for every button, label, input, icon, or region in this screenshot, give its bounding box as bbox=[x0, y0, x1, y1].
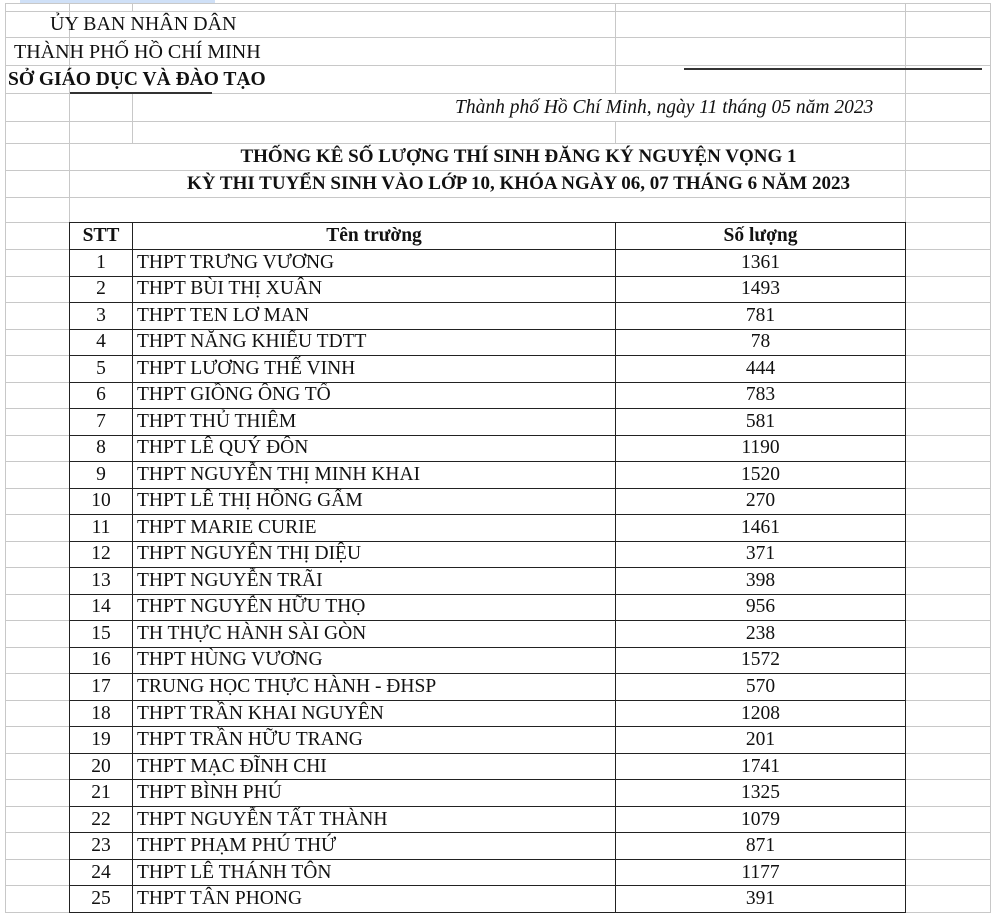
row-school-name-cell[interactable]: TRUNG HỌC THỰC HÀNH - ĐHSP bbox=[133, 674, 616, 701]
gridline-data-row bbox=[905, 461, 991, 462]
row-count-cell[interactable]: 270 bbox=[616, 488, 906, 515]
row-stt-cell[interactable]: 1 bbox=[70, 250, 133, 277]
row-stt-cell[interactable]: 4 bbox=[70, 329, 133, 356]
gridline-data-row bbox=[905, 567, 991, 568]
gridline-col-e-right bbox=[990, 3, 991, 913]
table-row bbox=[70, 568, 906, 595]
row-school-name-cell[interactable]: THPT NĂNG KHIẾU TDTT bbox=[133, 329, 616, 356]
gridline-data-row bbox=[905, 594, 991, 595]
row-school-name-cell[interactable]: THPT LÊ QUÝ ĐÔN bbox=[133, 435, 616, 462]
table-row bbox=[70, 329, 906, 356]
row-count-cell[interactable]: 201 bbox=[616, 727, 906, 754]
table-row bbox=[70, 462, 906, 489]
date-line: Thành phố Hồ Chí Minh, ngày 11 tháng 05 năm 2023 bbox=[455, 97, 874, 118]
row-count-cell[interactable]: 1361 bbox=[616, 250, 906, 277]
row-stt-cell[interactable]: 19 bbox=[70, 727, 133, 754]
gridline-data-row bbox=[905, 620, 991, 621]
table-row bbox=[70, 621, 906, 648]
gridline-data-row bbox=[5, 859, 69, 860]
row-school-name-cell[interactable]: THPT LƯƠNG THẾ VINH bbox=[133, 356, 616, 383]
gridline-data-row bbox=[5, 329, 69, 330]
row-school-name-cell[interactable]: THPT THỦ THIÊM bbox=[133, 409, 616, 436]
row-count-cell[interactable]: 871 bbox=[616, 833, 906, 860]
table-row bbox=[70, 409, 906, 436]
column-header-count[interactable]: Số lượng bbox=[616, 223, 906, 250]
gridline-data-row bbox=[5, 408, 69, 409]
gridline-data-row bbox=[5, 806, 69, 807]
gridline-data-row bbox=[905, 700, 991, 701]
row-stt-cell[interactable]: 10 bbox=[70, 488, 133, 515]
row-school-name-cell[interactable]: THPT PHẠM PHÚ THỨ bbox=[133, 833, 616, 860]
row-school-name-cell[interactable]: THPT HÙNG VƯƠNG bbox=[133, 647, 616, 674]
row-stt-cell[interactable]: 8 bbox=[70, 435, 133, 462]
gridline-row-5 bbox=[5, 121, 991, 122]
row-school-name-cell[interactable]: THPT TRẦN HỮU TRANG bbox=[133, 727, 616, 754]
table-row bbox=[70, 435, 906, 462]
table-row bbox=[70, 356, 906, 383]
gridline-data-row bbox=[5, 620, 69, 621]
row-stt-cell[interactable]: 5 bbox=[70, 356, 133, 383]
row-stt-cell[interactable]: 9 bbox=[70, 462, 133, 489]
row-count-cell[interactable]: 78 bbox=[616, 329, 906, 356]
gridline-data-row bbox=[905, 832, 991, 833]
row-school-name-cell[interactable]: THPT TRẦN KHAI NGUYÊN bbox=[133, 700, 616, 727]
table-row bbox=[70, 886, 906, 913]
row-count-cell[interactable]: 1461 bbox=[616, 515, 906, 542]
report-title-line-2: KỲ THI TUYỂN SINH VÀO LỚP 10, KHÓA NGÀY 06, 07 THÁNG 6 NĂM 2023 bbox=[187, 173, 850, 194]
row-school-name-cell[interactable]: TH THỰC HÀNH SÀI GÒN bbox=[133, 621, 616, 648]
row-count-cell[interactable]: 1741 bbox=[616, 753, 906, 780]
row-school-name-cell[interactable]: THPT NGUYỄN THỊ DIỆU bbox=[133, 541, 616, 568]
row-count-cell[interactable]: 1190 bbox=[616, 435, 906, 462]
row-school-name-cell[interactable]: THPT NGUYỄN TẤT THÀNH bbox=[133, 806, 616, 833]
org-underline bbox=[70, 92, 212, 94]
table-row bbox=[70, 727, 906, 754]
gridline-data-row bbox=[5, 541, 69, 542]
row-school-name-cell[interactable]: THPT TÂN PHONG bbox=[133, 886, 616, 913]
row-school-name-cell[interactable]: THPT NGUYỄN THỊ MINH KHAI bbox=[133, 462, 616, 489]
gridline-data-row bbox=[5, 753, 69, 754]
motto-underline bbox=[684, 68, 982, 70]
gridline-data-row bbox=[5, 276, 69, 277]
row-count-cell[interactable]: 391 bbox=[616, 886, 906, 913]
row-stt-cell[interactable]: 20 bbox=[70, 753, 133, 780]
row-count-cell[interactable]: 783 bbox=[616, 382, 906, 409]
gridline-data-row bbox=[905, 885, 991, 886]
table-row bbox=[70, 488, 906, 515]
column-header-stt[interactable]: STT bbox=[70, 223, 133, 250]
row-count-cell[interactable]: 1520 bbox=[616, 462, 906, 489]
gridline-data-row bbox=[5, 700, 69, 701]
row-count-cell[interactable]: 570 bbox=[616, 674, 906, 701]
table-header-row bbox=[70, 223, 906, 250]
gridline-col-c-left-top bbox=[132, 3, 133, 11]
row-count-cell[interactable]: 1572 bbox=[616, 647, 906, 674]
row-count-cell[interactable]: 1177 bbox=[616, 859, 906, 886]
row-count-cell[interactable]: 1493 bbox=[616, 276, 906, 303]
row-stt-cell[interactable]: 18 bbox=[70, 700, 133, 727]
row-stt-cell[interactable]: 3 bbox=[70, 303, 133, 330]
table-row bbox=[70, 753, 906, 780]
gridline-data-row bbox=[5, 249, 69, 250]
row-school-name-cell[interactable]: THPT LÊ THÁNH TÔN bbox=[133, 859, 616, 886]
row-stt-cell[interactable]: 21 bbox=[70, 780, 133, 807]
gridline-data-row bbox=[905, 514, 991, 515]
row-stt-cell[interactable]: 17 bbox=[70, 674, 133, 701]
org-line-2: THÀNH PHỐ HỒ CHÍ MINH bbox=[14, 41, 261, 63]
table-row bbox=[70, 515, 906, 542]
row-school-name-cell[interactable]: THPT MẠC ĐĨNH CHI bbox=[133, 753, 616, 780]
gridline-data-row bbox=[905, 753, 991, 754]
table-row bbox=[70, 674, 906, 701]
gridline-data-row bbox=[5, 647, 69, 648]
row-stt-cell[interactable]: 2 bbox=[70, 276, 133, 303]
gridline-data-row bbox=[905, 382, 991, 383]
table-row bbox=[70, 594, 906, 621]
gridline-data-row bbox=[905, 435, 991, 436]
gridline-data-row bbox=[5, 779, 69, 780]
table-row bbox=[70, 276, 906, 303]
gridline-row-2 bbox=[5, 37, 991, 38]
row-school-name-cell[interactable]: THPT BÙI THỊ XUÂN bbox=[133, 276, 616, 303]
gridline-data-row bbox=[905, 488, 991, 489]
table-row bbox=[70, 647, 906, 674]
gridline-data-row bbox=[5, 673, 69, 674]
row-school-name-cell[interactable]: THPT TEN LƠ MAN bbox=[133, 303, 616, 330]
gridline-data-row bbox=[905, 647, 991, 648]
row-count-cell[interactable]: 781 bbox=[616, 303, 906, 330]
row-school-name-cell[interactable]: THPT TRƯNG VƯƠNG bbox=[133, 250, 616, 277]
row-school-name-cell[interactable]: THPT LÊ THỊ HỒNG GẤM bbox=[133, 488, 616, 515]
table-row bbox=[70, 541, 906, 568]
row-count-cell[interactable]: 1208 bbox=[616, 700, 906, 727]
row-stt-cell[interactable]: 24 bbox=[70, 859, 133, 886]
row-school-name-cell[interactable]: THPT MARIE CURIE bbox=[133, 515, 616, 542]
row-stt-cell[interactable]: 7 bbox=[70, 409, 133, 436]
column-header-school-name[interactable]: Tên trường bbox=[133, 223, 616, 250]
row-stt-cell[interactable]: 25 bbox=[70, 886, 133, 913]
row-stt-cell[interactable]: 13 bbox=[70, 568, 133, 595]
row-count-cell[interactable]: 398 bbox=[616, 568, 906, 595]
table-row bbox=[70, 780, 906, 807]
row-school-name-cell[interactable]: THPT NGUYỄN HỮU THỌ bbox=[133, 594, 616, 621]
gridline-col-c-left bbox=[132, 93, 133, 143]
row-stt-cell[interactable]: 15 bbox=[70, 621, 133, 648]
gridline-data-row bbox=[905, 779, 991, 780]
gridline-row-0 bbox=[5, 3, 991, 4]
gridline-data-row bbox=[5, 885, 69, 886]
gridline-data-row bbox=[905, 408, 991, 409]
gridline-data-row bbox=[905, 726, 991, 727]
row-school-name-cell[interactable]: THPT BÌNH PHÚ bbox=[133, 780, 616, 807]
table-row bbox=[70, 303, 906, 330]
gridline-data-row bbox=[5, 302, 69, 303]
gridline-data-row bbox=[905, 355, 991, 356]
table-row bbox=[70, 833, 906, 860]
row-stt-cell[interactable]: 23 bbox=[70, 833, 133, 860]
gridline-data-row bbox=[5, 355, 69, 356]
gridline-col-d-left bbox=[615, 3, 616, 93]
gridline-col-d-left-2 bbox=[615, 121, 616, 143]
org-line-3: SỞ GIÁO DỤC VÀ ĐÀO TẠO bbox=[8, 69, 266, 90]
table-row bbox=[70, 806, 906, 833]
table-row bbox=[70, 700, 906, 727]
gridline-col-a-left bbox=[5, 3, 6, 913]
gridline-data-row bbox=[5, 726, 69, 727]
report-title-line-1: THỐNG KÊ SỐ LƯỢNG THÍ SINH ĐĂNG KÝ NGUYỆN VỌNG 1 bbox=[240, 146, 797, 167]
row-stt-cell[interactable]: 6 bbox=[70, 382, 133, 409]
row-stt-cell[interactable]: 14 bbox=[70, 594, 133, 621]
gridline-data-row bbox=[5, 514, 69, 515]
table-row bbox=[70, 859, 906, 886]
row-stt-cell[interactable]: 12 bbox=[70, 541, 133, 568]
gridline-data-row bbox=[905, 541, 991, 542]
row-count-cell[interactable]: 238 bbox=[616, 621, 906, 648]
gridline-data-row bbox=[905, 806, 991, 807]
gridline-data-row bbox=[905, 276, 991, 277]
row-count-cell[interactable]: 581 bbox=[616, 409, 906, 436]
table-row bbox=[70, 250, 906, 277]
row-count-cell[interactable]: 1325 bbox=[616, 780, 906, 807]
gridline-data-row bbox=[5, 435, 69, 436]
gridline-data-row bbox=[905, 673, 991, 674]
row-school-name-cell[interactable]: THPT NGUYỄN TRÃI bbox=[133, 568, 616, 595]
gridline-data-row bbox=[905, 859, 991, 860]
row-count-cell[interactable]: 1079 bbox=[616, 806, 906, 833]
gridline-data-row bbox=[5, 488, 69, 489]
gridline-data-row bbox=[905, 329, 991, 330]
gridline-data-row bbox=[5, 461, 69, 462]
gridline-data-row bbox=[5, 382, 69, 383]
gridline-data-row bbox=[5, 567, 69, 568]
gridline-data-row bbox=[5, 832, 69, 833]
gridline-data-row bbox=[905, 302, 991, 303]
school-registration-table bbox=[69, 222, 906, 913]
org-line-1: ỦY BAN NHÂN DÂN bbox=[50, 13, 237, 35]
row-stt-cell[interactable]: 22 bbox=[70, 806, 133, 833]
row-school-name-cell[interactable]: THPT GIỒNG ÔNG TỐ bbox=[133, 382, 616, 409]
gridline-row-8 bbox=[5, 197, 991, 198]
table-row bbox=[70, 382, 906, 409]
gridline-row-3 bbox=[5, 65, 991, 66]
gridline-data-row bbox=[5, 594, 69, 595]
row-stt-cell[interactable]: 11 bbox=[70, 515, 133, 542]
row-count-cell[interactable]: 444 bbox=[616, 356, 906, 383]
row-count-cell[interactable]: 371 bbox=[616, 541, 906, 568]
row-stt-cell[interactable]: 16 bbox=[70, 647, 133, 674]
gridline-data-row bbox=[905, 249, 991, 250]
row-count-cell[interactable]: 956 bbox=[616, 594, 906, 621]
